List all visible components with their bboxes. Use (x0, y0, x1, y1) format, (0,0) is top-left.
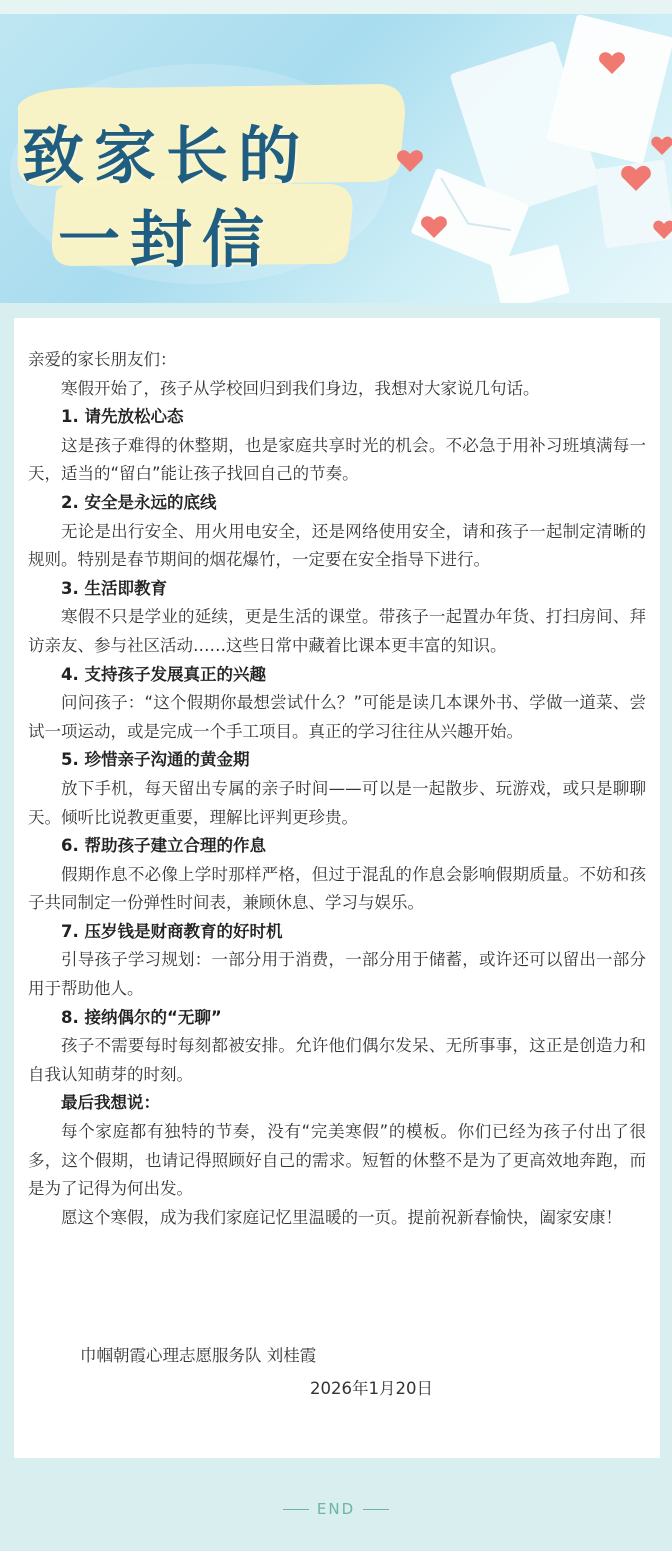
section-body: 每个家庭都有独特的节奏，没有“完美寒假”的模板。你们已经为孩子付出了很多，这个假期，也请记得照顾好自己的需求。短暂的休整不是为了更高效地奔跑，而是为了记得为何出发。 (28, 1122, 646, 1199)
section-body: 寒假不只是学业的延续，更是生活的课堂。带孩子一起置办年货、打扫房间、拜访亲友、参与社区活动……这些日常中藏着比课本更丰富的知识。 (28, 607, 646, 655)
header-banner (0, 14, 672, 303)
section-heading: 7. 压岁钱是财商教育的好时机 (61, 921, 283, 941)
letter-body (28, 346, 646, 1232)
divider-right (363, 1509, 389, 1510)
banner-title-line2: 一封信 (58, 203, 275, 276)
section-heading: 6. 帮助孩子建立合理的作息 (61, 836, 266, 856)
letter-intro: 寒假开始了，孩子从学校回归到我们身边，我想对大家说几句话。 (61, 378, 540, 398)
section-heading: 8. 接纳偶尔的“无聊” (61, 1007, 222, 1027)
letter-date: 2026年1月20日 (310, 1379, 433, 1398)
divider-left (283, 1509, 309, 1510)
section-heading: 5. 珍惜亲子沟通的黄金期 (61, 750, 250, 770)
banner-top-strip (0, 0, 672, 14)
section-heading: 3. 生活即教育 (61, 578, 167, 598)
section-heading: 2. 安全是永远的底线 (61, 492, 217, 512)
letter-signature: 巾帼朝霞心理志愿服务队 刘桂霞 (80, 1346, 317, 1365)
letter-greeting: 亲爱的家长朋友们： (28, 350, 177, 369)
section-body: 孩子不需要每时每刻都被安排。允许他们偶尔发呆、无所事事，这正是创造力和自我认知萌芽的时刻。 (28, 1036, 646, 1084)
section-body: 这是孩子难得的休整期，也是家庭共享时光的机会。不必急于用补习班填满每一天，适当的“留白”能让孩子找回自己的节奏。 (28, 435, 646, 484)
section-body: 无论是出行安全、用火用电安全，还是网络使用安全，请和孩子一起制定清晰的规则。特别是春节期间的烟花爆竹，一定要在安全指导下进行。 (28, 521, 646, 570)
banner-title-line1: 致家长的 (22, 119, 311, 192)
heart-icon (397, 150, 423, 172)
end-label: END (316, 1500, 356, 1518)
section-body: 问问孩子：“这个假期你最想尝试什么？”可能是读几本课外书、学做一道菜、尝试一项运动，或是完成一个手工项目。真正的学习往往从兴趣开始。 (28, 693, 646, 741)
section-body: 引导孩子学习规划：一部分用于消费，一部分用于储蓄，或许还可以留出一部分用于帮助他人。 (28, 950, 646, 999)
letter-card (14, 318, 660, 1458)
end-marker (0, 1500, 672, 1518)
section-heading: 4. 支持孩子发展真正的兴趣 (61, 664, 266, 684)
section-body: 假期作息不必像上学时那样严格，但过于混乱的作息会影响假期质量。不妨和孩子共同制定一份弹性时间表，兼顾休息、学习与娱乐。 (28, 864, 646, 913)
section-heading: 1. 请先放松心态 (61, 407, 184, 427)
section-body: 放下手机，每天留出专属的亲子时间——可以是一起散步、玩游戏，或只是聊聊天。倾听比说教更重要，理解比评判更珍贵。 (28, 778, 646, 827)
letter-closing: 愿这个寒假，成为我们家庭记忆里温暖的一页。提前祝新春愉快，阖家安康！ (61, 1207, 622, 1227)
section-heading: 最后我想说： (61, 1093, 160, 1113)
heart-icon (651, 137, 672, 155)
